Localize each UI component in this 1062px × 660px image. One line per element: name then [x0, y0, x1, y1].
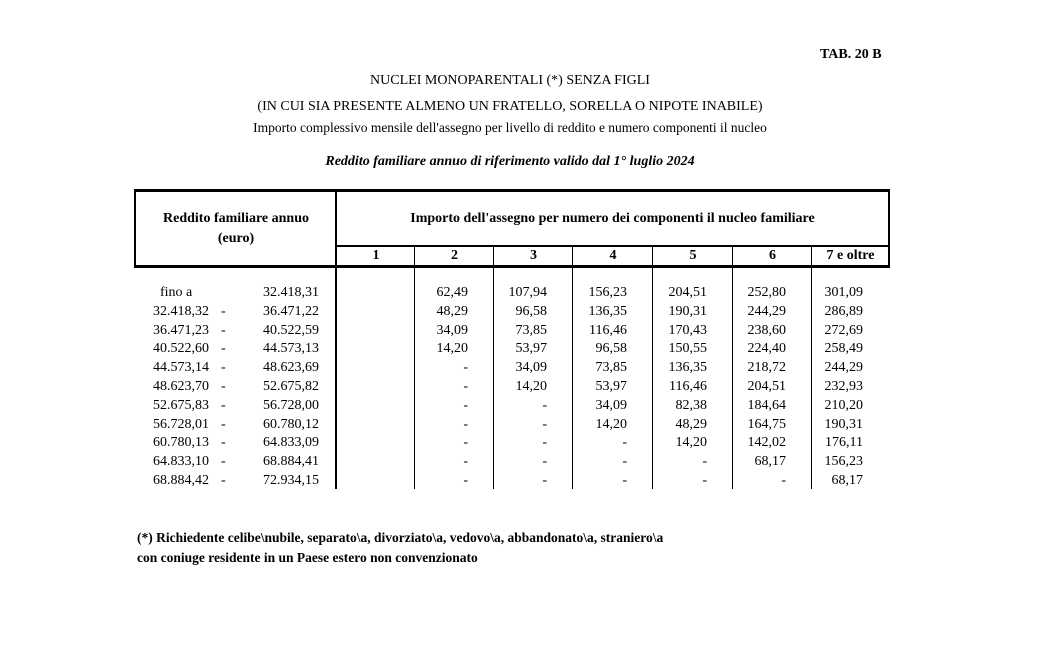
amount-cell: 232,93 [824, 379, 863, 394]
amount-cell: - [781, 473, 786, 488]
amount-cell: - [463, 360, 468, 376]
document-subtitle: (IN CUI SIA PRESENTE ALMENO UN FRATELLO, SORELLA O NIPOTE INABILE) [257, 99, 763, 114]
income-range-separator: - [221, 322, 226, 338]
income-from: 60.780,13 [153, 435, 209, 451]
income-header-unit: (euro) [217, 231, 255, 246]
amount-cell: - [463, 416, 468, 432]
amount-cell: 204,51 [668, 285, 707, 300]
amount-cell: 210,20 [824, 397, 863, 413]
amount-cell: 272,69 [824, 322, 863, 338]
component-column-header: 2 [451, 248, 458, 263]
amount-cell: 116,46 [669, 379, 707, 394]
amount-cell: - [622, 435, 627, 451]
amount-cell: 53,97 [595, 379, 627, 394]
amount-cell: 244,29 [747, 303, 786, 319]
amount-cell: 96,58 [515, 303, 547, 319]
table-top-border [135, 189, 890, 192]
income-range-separator: - [221, 360, 226, 376]
amount-cell: 136,35 [668, 360, 707, 376]
footnote-line: (*) Richiedente celibe\nubile, separato\a, divorziato\a, vedovo\a, abbandonato\a, straniero\a [137, 530, 664, 545]
amount-cell: 62,49 [436, 285, 468, 300]
income-to: 40.522,59 [263, 322, 319, 338]
income-to: 60.780,12 [263, 416, 319, 432]
income-from: 32.418,32 [153, 303, 209, 319]
amount-cell: 190,31 [824, 416, 863, 432]
income-to: 36.471,22 [263, 303, 319, 319]
amount-cell: - [542, 416, 547, 432]
amount-cell: 224,40 [747, 341, 786, 357]
income-range-separator: - [221, 341, 226, 357]
income-to: 72.934,15 [263, 473, 319, 488]
reference-period: Reddito familiare annuo di riferimento valido dal 1° luglio 2024 [325, 154, 695, 169]
amount-cell: - [463, 435, 468, 451]
amount-cell: - [542, 435, 547, 451]
income-to: 44.573,13 [263, 341, 319, 357]
amount-cell: 176,11 [825, 435, 863, 451]
component-column-header: 5 [689, 248, 697, 263]
amount-cell: 34,09 [436, 322, 468, 338]
header-bottom-border [134, 265, 890, 268]
income-to: 52.675,82 [263, 379, 319, 394]
income-range-separator: - [221, 473, 226, 488]
amount-cell: 184,64 [747, 397, 786, 413]
income-range-separator: - [221, 379, 226, 394]
income-to: 64.833,09 [263, 435, 319, 451]
amount-cell: - [702, 473, 707, 488]
amount-cell: 164,75 [747, 416, 786, 432]
amount-cell: 48,29 [675, 416, 707, 432]
income-range-separator: - [221, 397, 226, 413]
income-from: 56.728,01 [153, 416, 209, 432]
component-column-header: 7 e oltre [826, 248, 875, 263]
amount-cell: 258,49 [824, 341, 863, 357]
table-number: TAB. 20 B [820, 47, 882, 62]
amount-cell: 14,20 [675, 435, 707, 451]
amount-cell: - [463, 473, 468, 488]
footnote-line: con coniuge residente in un Paese estero non convenzionato [137, 550, 478, 565]
amount-cell: 14,20 [595, 416, 627, 432]
income-to: 32.418,31 [263, 285, 319, 300]
component-column-header: 4 [609, 248, 617, 263]
income-from: 36.471,23 [153, 322, 209, 338]
amount-cell: 96,58 [595, 341, 627, 357]
amount-cell: 82,38 [675, 397, 707, 413]
income-range-separator: - [221, 454, 226, 470]
component-column-header: 1 [372, 248, 380, 263]
amount-cell: 107,94 [508, 285, 547, 300]
amount-cell: - [622, 454, 627, 470]
income-from: 52.675,83 [153, 397, 209, 413]
amount-cell: 301,09 [824, 285, 863, 300]
income-from: fino a [160, 285, 193, 300]
income-from: 64.833,10 [153, 454, 209, 470]
amount-cell: - [463, 379, 468, 394]
table-left-border [134, 189, 136, 268]
amount-cell: 68,17 [831, 473, 863, 488]
amount-cell: 190,31 [668, 303, 707, 319]
amount-cell: 48,29 [436, 303, 468, 319]
amount-cell: 73,85 [515, 322, 547, 338]
amount-cell: 150,55 [668, 341, 707, 357]
component-column-header: 3 [530, 248, 537, 263]
amount-cell: - [463, 454, 468, 470]
amount-cell: - [542, 397, 547, 413]
amount-cell: 14,20 [515, 379, 547, 394]
income-to: 48.623,69 [263, 360, 319, 376]
amount-cell: 204,51 [747, 379, 786, 394]
amount-cell: - [463, 397, 468, 413]
income-from: 44.573,14 [153, 360, 209, 376]
amount-cell: 156,23 [824, 454, 863, 470]
income-range-separator: - [221, 303, 226, 319]
income-header: Reddito familiare annuo [163, 211, 309, 226]
document-description: Importo complessivo mensile dell'assegno per livello di reddito e numero componenti il nucleo [253, 120, 767, 135]
income-to: 56.728,00 [263, 397, 319, 413]
income-from: 48.623,70 [153, 379, 209, 394]
amount-cell: 34,09 [515, 360, 547, 376]
document-title: NUCLEI MONOPARENTALI (*) SENZA FIGLI [370, 73, 650, 88]
component-column-header: 6 [769, 248, 776, 263]
amount-cell: - [702, 454, 707, 470]
income-to: 68.884,41 [263, 454, 319, 470]
income-range-separator: - [221, 416, 226, 432]
amount-cell: 218,72 [747, 360, 786, 376]
amount-cell: 238,60 [747, 322, 786, 338]
amount-cell: 156,23 [588, 285, 627, 300]
amount-cell: 14,20 [436, 341, 468, 357]
amount-cell: 136,35 [588, 303, 627, 319]
subheader-top-border [336, 245, 889, 247]
amount-cell: 68,17 [754, 454, 786, 470]
amount-cell: 286,89 [824, 303, 863, 319]
footnote [137, 528, 837, 568]
amount-cell: 34,09 [595, 397, 627, 413]
amount-cell: 170,43 [668, 322, 707, 338]
amount-cell: 252,80 [747, 285, 786, 300]
income-from: 40.522,60 [153, 341, 209, 357]
amount-cell: 116,46 [589, 322, 627, 338]
income-from: 68.884,42 [153, 473, 209, 488]
amount-cell: - [622, 473, 627, 488]
amount-cell: 73,85 [595, 360, 627, 376]
income-range-separator: - [221, 435, 226, 451]
amount-cell: 53,97 [515, 341, 547, 357]
amount-cell: - [542, 454, 547, 470]
amount-cell: 142,02 [747, 435, 786, 451]
amount-cell: 244,29 [824, 360, 863, 376]
amount-header: Importo dell'assegno per numero dei componenti il nucleo familiare [410, 211, 815, 226]
amount-cell: - [542, 473, 547, 488]
